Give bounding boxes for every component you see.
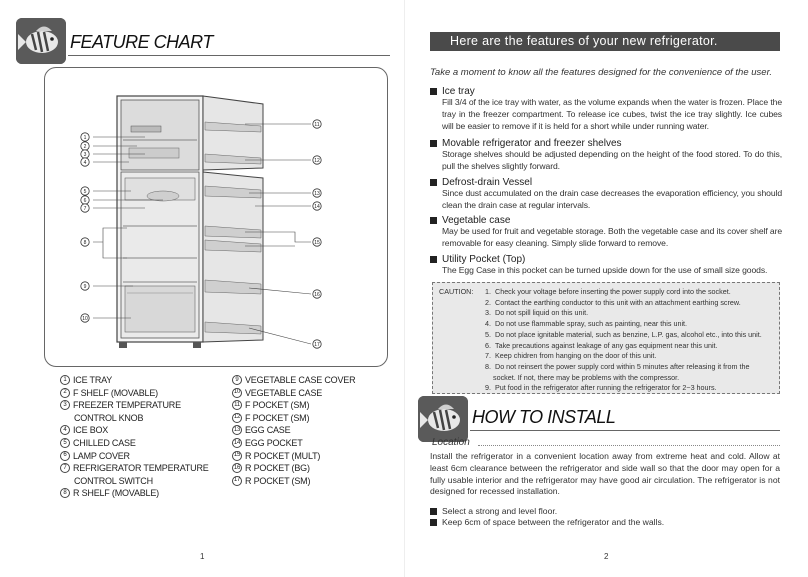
features-banner: Here are the features of your new refrigerator. (430, 32, 780, 51)
callout-marker (81, 133, 89, 141)
part-label: F POCKET (SM) (245, 400, 310, 411)
caution-text: socket. If not, there may be problems with the compressor. (493, 372, 680, 382)
part-item (60, 374, 220, 387)
circled-number: 3 (60, 400, 70, 410)
callout-marker (81, 158, 89, 166)
part-item (232, 437, 392, 450)
caution-number: 4. (485, 319, 491, 329)
dotted-rule (478, 445, 780, 446)
page-spine (404, 0, 405, 577)
caution-item (485, 308, 773, 319)
parts-list-right (232, 374, 392, 487)
square-bullet-icon (430, 140, 437, 147)
install-bullet-item (430, 506, 557, 516)
callout-number: 3 (83, 152, 87, 158)
feature-description: The Egg Case in this pocket can be turned upside down for the use of small size goods. (442, 265, 768, 275)
part-item (60, 487, 220, 500)
part-label: R POCKET (SM) (245, 475, 311, 486)
feature-description: Since dust accumulated on the drain case decreases the evaporation efficiency, you should clean the drain case at regular intervals. (442, 188, 782, 210)
feature-movable-shelves (430, 138, 782, 173)
part-item (60, 424, 220, 437)
part-label: F SHELF (MOVABLE) (73, 387, 158, 398)
part-label: VEGETABLE CASE (245, 387, 323, 398)
callout-number: 1 (83, 135, 87, 141)
caution-item (485, 341, 773, 352)
feature-chart-heading: FEATURE CHART (70, 32, 213, 52)
part-label: ICE BOX (73, 425, 109, 436)
callout-marker (81, 142, 89, 150)
caution-text: Do not place ignitable material, such as benzine, L.P. gas, alcohol etc., into this unit. (495, 329, 762, 339)
callout-marker (313, 156, 321, 164)
refrigerator-drawing (45, 68, 389, 368)
callout-number: 13 (314, 191, 320, 197)
install-paragraph: Install the refrigerator in a convenient location away from extreme heat and cold. Allow at least 6cm clearance between the refrigerator and side wall so that the door may open for a fully usable interior and the refrigerator may have good air circulation. The refrigerator is not designed for recessed installation. (430, 451, 780, 497)
circled-number: 5 (60, 438, 70, 448)
location-label: Location (432, 437, 470, 448)
circled-number: 2 (60, 388, 70, 398)
caution-number: 8. (485, 361, 491, 371)
caution-text: Contact the earthing conductor to this unit with an attachment earthing screw. (495, 297, 741, 307)
caution-text: Put food in the refrigerator after running the refrigerator for 2~3 hours. (495, 383, 717, 393)
install-bullet-item (430, 517, 664, 527)
part-label: FREEZER TEMPERATURE (73, 400, 181, 411)
callout-number: 10 (82, 316, 88, 322)
feature-ice-tray (430, 86, 782, 132)
caution-item (485, 287, 773, 298)
feature-description: Fill 3/4 of the ice tray with water, as the volume expands when the water is frozen. Place the tray in the freezer compartment. To release ice cubes, twist the ice tray slightly. Ice cubes will be easier to remove if it is held for a short while under running water. (442, 97, 782, 131)
part-item (232, 450, 392, 463)
circled-number: 17 (232, 476, 242, 486)
circled-number: 7 (60, 463, 70, 473)
caution-text: Check your voltage before inserting the power supply cord into the socket. (495, 287, 731, 296)
fish-logo-image (16, 18, 66, 64)
part-label: CONTROL SWITCH (74, 475, 153, 486)
feature-description: Storage shelves should be adjusted depending on the height of the food stored. To do this, pull the shelves slightly forward. (442, 149, 782, 171)
parts-list-left (60, 374, 220, 500)
install-bullet-text: Keep 6cm of space between the refrigerator and the walls. (442, 517, 665, 527)
part-item-continued (60, 475, 220, 488)
callout-marker (81, 196, 89, 204)
callout-number: 14 (314, 204, 320, 210)
caution-label: CAUTION: (439, 287, 474, 296)
circled-number: 9 (232, 375, 242, 385)
part-item (232, 387, 392, 400)
caution-item (485, 373, 773, 384)
feature-title: Ice tray (442, 86, 475, 97)
part-label: ICE TRAY (73, 375, 113, 385)
caution-number: 5. (485, 329, 491, 339)
callout-number: 4 (83, 160, 87, 166)
caution-text: Do not use flammable spray, such as painting, near this unit. (495, 319, 688, 329)
caution-number: 1. (485, 287, 491, 296)
callout-marker (313, 120, 321, 128)
part-label: VEGETABLE CASE COVER (245, 375, 356, 385)
callout-number: 6 (83, 198, 87, 204)
circled-number: 6 (60, 451, 70, 461)
part-label: EGG CASE (245, 425, 291, 436)
callout-marker (81, 204, 89, 212)
feature-title: Movable refrigerator and freezer shelves (442, 138, 622, 149)
part-label: REFRIGERATOR TEMPERATURE (73, 463, 209, 474)
caution-item (485, 383, 773, 394)
callout-marker (313, 340, 321, 348)
part-label: CONTROL KNOB (74, 412, 144, 423)
part-item (60, 387, 220, 400)
caution-box (432, 282, 780, 394)
page-number-left: 1 (200, 552, 205, 561)
heading-rule (470, 430, 780, 431)
caution-item (485, 298, 773, 309)
callout-marker (313, 189, 321, 197)
part-label: R POCKET (MULT) (245, 450, 321, 461)
square-bullet-icon (430, 217, 437, 224)
caution-number: 2. (485, 297, 491, 307)
feature-vegetable-case (430, 215, 782, 250)
part-label: F POCKET (SM) (245, 412, 310, 423)
caution-list (485, 287, 773, 394)
part-item (232, 424, 392, 437)
circled-number: 1 (60, 375, 70, 385)
square-bullet-icon (430, 88, 437, 95)
circled-number: 12 (232, 413, 242, 423)
circled-number: 10 (232, 388, 242, 398)
part-label: R POCKET (BG) (245, 463, 310, 474)
callout-number: 2 (83, 144, 87, 150)
caution-item (485, 319, 773, 330)
caution-text: Do not reinsert the power supply cord within 5 minutes after releasing it from the (495, 361, 750, 371)
part-label: EGG POCKET (245, 437, 303, 448)
callout-number: 8 (83, 240, 87, 246)
callout-marker (313, 290, 321, 298)
square-bullet-icon (430, 256, 437, 263)
part-item (232, 475, 392, 488)
feature-title: Utility Pocket (Top) (442, 254, 526, 265)
caution-item (485, 351, 773, 362)
caution-number: 3. (485, 308, 491, 318)
callout-marker (313, 238, 321, 246)
callout-number: 7 (83, 206, 87, 212)
caution-text: Do not spill liquid on this unit. (495, 308, 589, 318)
install-bullet-text: Select a strong and level floor. (442, 506, 558, 516)
callout-marker (81, 187, 89, 195)
circled-number: 16 (232, 463, 242, 473)
caution-number: 9. (485, 383, 491, 393)
circled-number: 15 (232, 451, 242, 461)
callout-marker (81, 150, 89, 158)
circled-number: 11 (232, 400, 242, 410)
page-number-right: 2 (604, 552, 609, 561)
part-label: CHILLED CASE (73, 437, 136, 448)
part-item (60, 399, 220, 412)
feature-description: May be used for fruit and vegetable storage. Both the vegetable case and its cover shelf are removable for easy cleaning. Simply slide forward to remove. (442, 226, 783, 248)
square-bullet-icon (430, 508, 437, 515)
part-item (60, 450, 220, 463)
circled-number: 8 (60, 488, 70, 498)
caution-number: 7. (485, 351, 491, 361)
feature-defrost-drain (430, 177, 782, 212)
callout-marker (81, 314, 89, 322)
square-bullet-icon (430, 179, 437, 186)
callout-number: 9 (83, 284, 87, 290)
circled-number: 14 (232, 438, 242, 448)
features-intro: Take a moment to know all the features designed for the convenience of the user. (430, 67, 773, 78)
part-label: R SHELF (MOVABLE) (73, 488, 159, 499)
feature-title: Defrost-drain Vessel (442, 177, 533, 188)
part-item (232, 374, 392, 387)
part-label: LAMP COVER (73, 450, 130, 461)
fish-logo-image (418, 396, 468, 442)
caution-number: 6. (485, 340, 491, 350)
callout-number: 11 (314, 122, 320, 128)
heading-rule (68, 55, 390, 56)
circled-number: 13 (232, 425, 242, 435)
caution-item (485, 362, 773, 373)
callout-number: 16 (314, 292, 320, 298)
callout-number: 5 (83, 189, 87, 195)
callout-marker (81, 238, 89, 246)
caution-item (485, 330, 773, 341)
part-item (60, 462, 220, 475)
part-item (232, 399, 392, 412)
square-bullet-icon (430, 519, 437, 526)
callout-number: 12 (314, 158, 320, 164)
how-to-install-heading: HOW TO INSTALL (472, 407, 616, 427)
part-item (60, 437, 220, 450)
callout-number: 15 (314, 240, 320, 246)
caution-text: Keep chidren from hanging on the door of this unit. (495, 351, 657, 361)
callout-marker (313, 202, 321, 210)
caution-text: Take precautions against leakage of any gas equipment near this unit. (495, 340, 718, 350)
feature-utility-pocket (430, 254, 782, 277)
feature-title: Vegetable case (442, 215, 511, 226)
part-item (232, 462, 392, 475)
refrigerator-diagram (44, 67, 388, 367)
callout-marker (81, 282, 89, 290)
circled-number: 4 (60, 425, 70, 435)
part-item-continued (60, 412, 220, 425)
part-item (232, 412, 392, 425)
callout-number: 17 (314, 342, 320, 348)
